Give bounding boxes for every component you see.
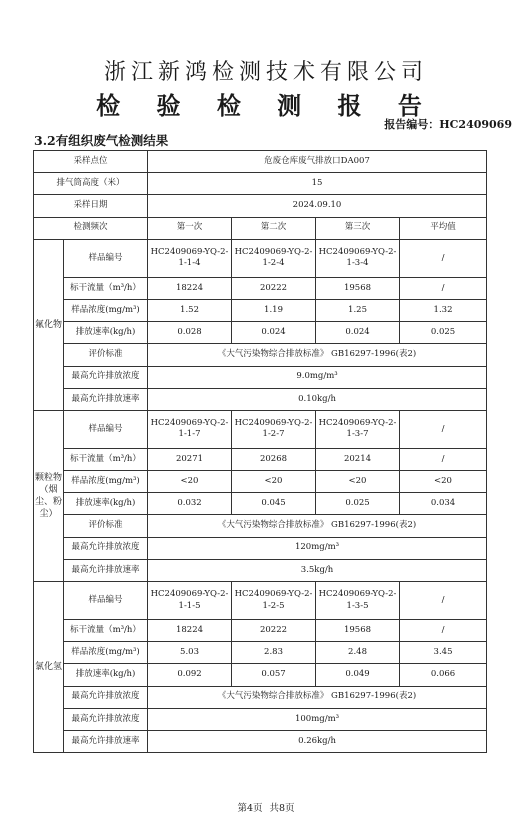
column-header: 平均值 (400, 217, 487, 239)
table-row (34, 708, 487, 730)
page-number: 第4页 (237, 803, 263, 814)
conc-label: 样品浓度(mg/m³) (64, 299, 148, 321)
table-row (34, 299, 487, 321)
standard-value: 《大气污染物综合排放标准》 GB16297-1996(表2) (148, 515, 487, 537)
section-title: 3.2有组织废气检测结果 (34, 133, 169, 148)
table-row (34, 410, 487, 448)
table-row (34, 471, 487, 493)
rate-value: 0.045 (232, 493, 316, 515)
table-row (34, 493, 487, 515)
sample-no: HC2409069-YQ-2-1-2-5 (232, 582, 316, 620)
table-row (34, 582, 487, 620)
stack-height-value: 15 (148, 173, 487, 195)
stack-height-row (34, 173, 487, 195)
table-row (34, 730, 487, 752)
max-conc-value: 9.0mg/m³ (148, 366, 487, 388)
conc-value: <20 (232, 471, 316, 493)
company-name: 浙江新鸿检测技术有限公司 (103, 60, 428, 85)
max-conc-value: 120mg/m³ (148, 537, 487, 559)
table-row (34, 366, 487, 388)
column-header: 第一次 (148, 217, 232, 239)
conc-value: 3.45 (400, 642, 487, 664)
conc-value: <20 (148, 471, 232, 493)
conc-label: 样品浓度(mg/m³) (64, 471, 148, 493)
flow-value: 18224 (148, 277, 232, 299)
standard-label: 最高允许排放浓度 (64, 686, 148, 708)
sampling-date-row (34, 195, 487, 217)
max-rate-value: 0.26kg/h (148, 730, 487, 752)
max-rate-label: 最高允许排放速率 (64, 730, 148, 752)
page-total: 共8页 (269, 803, 295, 814)
rate-value: 0.024 (232, 322, 316, 344)
rate-value: 0.025 (316, 493, 400, 515)
frequency-row (34, 217, 487, 239)
rate-value: 0.024 (316, 322, 400, 344)
sampling-date-value: 2024.09.10 (148, 195, 487, 217)
conc-label: 样品浓度(mg/m³) (64, 642, 148, 664)
flow-value: 20222 (232, 277, 316, 299)
standard-value: 《大气污染物综合排放标准》 GB16297-1996(表2) (148, 344, 487, 366)
flow-value: 20271 (148, 448, 232, 470)
sample-no: / (400, 582, 487, 620)
column-header: 第三次 (316, 217, 400, 239)
group-name: 氟化物 (34, 239, 64, 410)
sample-no: HC2409069-YQ-2-1-1-7 (148, 410, 232, 448)
sample-no: HC2409069-YQ-2-1-3-5 (316, 582, 400, 620)
rate-value: 0.034 (400, 493, 487, 515)
sample-no-label: 样品编号 (64, 239, 148, 277)
table-row (34, 388, 487, 410)
report-number: 报告编号：HC2409069 (384, 118, 512, 131)
rate-value: 0.025 (400, 322, 487, 344)
conc-value: 2.83 (232, 642, 316, 664)
standard-label: 评价标准 (64, 515, 148, 537)
rate-value: 0.092 (148, 664, 232, 686)
table-row (34, 344, 487, 366)
flow-value: 19568 (316, 620, 400, 642)
sample-no: HC2409069-YQ-2-1-3-4 (316, 239, 400, 277)
flow-value: 19568 (316, 277, 400, 299)
flow-value: / (400, 277, 487, 299)
standard-value: 《大气污染物综合排放标准》 GB16297-1996(表2) (148, 686, 487, 708)
conc-value: 1.25 (316, 299, 400, 321)
sampling-point-row (34, 151, 487, 173)
rate-value: 0.066 (400, 664, 487, 686)
flow-value: 20214 (316, 448, 400, 470)
table-row (34, 448, 487, 470)
sampling-point-value: 危废仓库废气排放口DA007 (148, 151, 487, 173)
sample-no: / (400, 410, 487, 448)
sampling-point-label: 采样点位 (34, 151, 148, 173)
table-row (34, 664, 487, 686)
table-row (34, 620, 487, 642)
rate-value: 0.057 (232, 664, 316, 686)
table-row (34, 515, 487, 537)
table-row (34, 686, 487, 708)
conc-value: 2.48 (316, 642, 400, 664)
standard-label: 评价标准 (64, 344, 148, 366)
conc-value: 5.03 (148, 642, 232, 664)
sample-no: HC2409069-YQ-2-1-2-4 (232, 239, 316, 277)
rate-value: 0.028 (148, 322, 232, 344)
sample-no: HC2409069-YQ-2-1-1-4 (148, 239, 232, 277)
max-rate-value: 3.5kg/h (148, 559, 487, 581)
frequency-label: 检测频次 (34, 217, 148, 239)
conc-value: 1.32 (400, 299, 487, 321)
flow-value: / (400, 448, 487, 470)
rate-value: 0.032 (148, 493, 232, 515)
max-conc-label: 最高允许排放浓度 (64, 537, 148, 559)
conc-value: 1.52 (148, 299, 232, 321)
page-footer (0, 800, 532, 814)
conc-value: <20 (316, 471, 400, 493)
max-rate-label: 最高允许排放速率 (64, 559, 148, 581)
rate-label: 排放速率(kg/h) (64, 493, 148, 515)
sample-no: HC2409069-YQ-2-1-2-7 (232, 410, 316, 448)
flow-value: 18224 (148, 620, 232, 642)
flow-label: 标干流量（m³/h） (64, 448, 148, 470)
column-header: 第二次 (232, 217, 316, 239)
flow-value: / (400, 620, 487, 642)
max-conc-label: 最高允许排放浓度 (64, 366, 148, 388)
table-row (34, 277, 487, 299)
flow-label: 标干流量（m³/h） (64, 277, 148, 299)
sampling-date-label: 采样日期 (34, 195, 148, 217)
flow-value: 20268 (232, 448, 316, 470)
stack-height-label: 排气筒高度（米） (34, 173, 148, 195)
flow-value: 20222 (232, 620, 316, 642)
conc-value: 1.19 (232, 299, 316, 321)
table-row (34, 537, 487, 559)
sample-no: HC2409069-YQ-2-1-1-5 (148, 582, 232, 620)
max-conc-label: 最高允许排放浓度 (64, 708, 148, 730)
max-rate-label: 最高允许排放速率 (64, 388, 148, 410)
max-rate-value: 0.10kg/h (148, 388, 487, 410)
sample-no-label: 样品编号 (64, 582, 148, 620)
table-row (34, 642, 487, 664)
max-conc-value: 100mg/m³ (148, 708, 487, 730)
flow-label: 标干流量（m³/h） (64, 620, 148, 642)
rate-value: 0.049 (316, 664, 400, 686)
rate-label: 排放速率(kg/h) (64, 664, 148, 686)
sample-no: HC2409069-YQ-2-1-3-7 (316, 410, 400, 448)
group-name: 氯化氢 (34, 582, 64, 753)
group-name: 颗粒物（烟尘、粉尘） (34, 410, 64, 581)
table-row (34, 239, 487, 277)
results-table (33, 150, 487, 753)
table-row (34, 322, 487, 344)
conc-value: <20 (400, 471, 487, 493)
rate-label: 排放速率(kg/h) (64, 322, 148, 344)
sample-no: / (400, 239, 487, 277)
table-row (34, 559, 487, 581)
sample-no-label: 样品编号 (64, 410, 148, 448)
report-title: 检 验 检 测 报 告 (96, 91, 436, 120)
